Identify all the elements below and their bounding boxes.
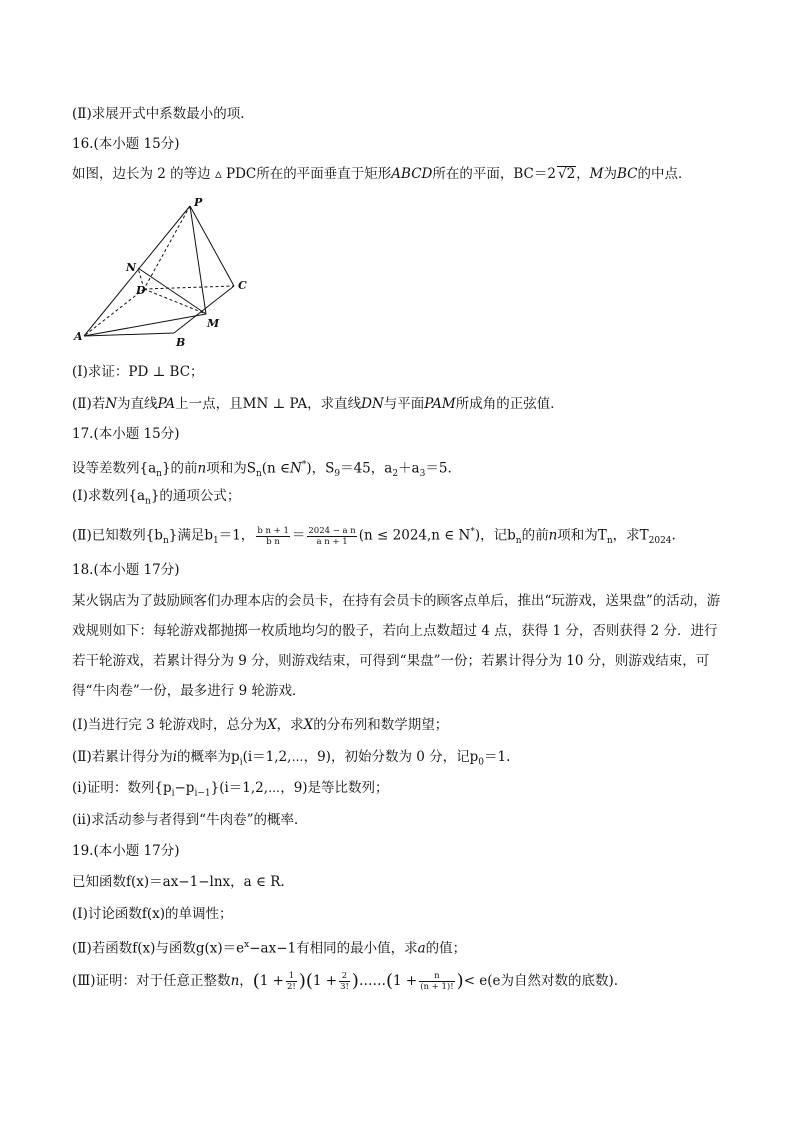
text: i−1 — [194, 788, 211, 799]
text: }的前 — [161, 460, 198, 477]
edge-da — [84, 289, 144, 336]
text: ABCD — [391, 166, 433, 182]
q18-heading: 18.(本小题 17分) — [72, 562, 180, 578]
text: )，记b — [474, 527, 516, 544]
text: n — [145, 496, 151, 507]
label-b: B — [176, 336, 186, 349]
paren: ) — [298, 970, 306, 992]
text: }的通项公式； — [150, 488, 241, 504]
text: 2024 — [648, 536, 672, 547]
text: }(i＝1,2,⋯，9)是等比数列； — [210, 780, 389, 796]
text: (n + 1)! — [420, 982, 454, 992]
q19-part1: (Ⅰ)讨论函数f(x)的单调性； — [72, 906, 233, 922]
text: 为 — [603, 166, 617, 182]
text: ，求 — [276, 717, 304, 733]
label-a: A — [74, 330, 83, 343]
text: 所成角的正弦值． — [455, 396, 564, 412]
text: (Ⅱ)若累计得分为 — [72, 749, 173, 765]
paren: ) — [351, 970, 359, 992]
text: )，S — [306, 460, 335, 477]
text: (ⅰ)证明：数列{p — [72, 780, 172, 796]
text: ＋a — [398, 460, 420, 477]
paren: ( — [385, 970, 393, 992]
text: 2024 − a n — [308, 525, 356, 536]
label-d: D — [136, 284, 146, 297]
text: x — [244, 940, 250, 950]
fraction — [419, 971, 454, 992]
q16-part1: (Ⅰ)求证：PD ⊥ BC； — [72, 364, 204, 380]
q19-part2 — [72, 935, 466, 959]
text: n — [255, 469, 262, 480]
text: ＝5. — [425, 460, 452, 477]
text: X — [267, 717, 277, 733]
text: 的分布列和数学期望； — [313, 717, 449, 733]
text: ＝ — [291, 527, 306, 544]
pyramid-figure — [68, 196, 268, 354]
text: n — [419, 971, 454, 982]
text: X — [303, 717, 314, 733]
text: 2 — [392, 469, 399, 480]
q17-part2 — [72, 522, 676, 551]
q17-part1 — [72, 486, 240, 512]
text: 项和为S — [206, 460, 256, 477]
q16-statement — [72, 164, 692, 184]
text: DN — [361, 396, 384, 412]
text: i — [172, 749, 178, 765]
text: 的中点． — [637, 166, 692, 182]
fraction — [256, 526, 290, 547]
text: ＝45，a — [340, 460, 393, 477]
text: 9 — [334, 469, 341, 480]
text: 的前 — [521, 527, 549, 544]
text: }满足b — [168, 527, 213, 544]
text: PA — [157, 396, 176, 412]
text: …… — [358, 973, 386, 989]
q15-part2: (Ⅱ)求展开式中系数最小的项． — [72, 106, 254, 122]
label-c: C — [238, 279, 247, 292]
text: < e(e为自然对数的底数). — [463, 973, 619, 989]
text: N — [290, 460, 302, 477]
q18-part2-ii: (ⅱ)求活动参与者得到“牛肉卷”的概率． — [72, 812, 308, 828]
edge-nm — [138, 268, 206, 314]
text: 所在的平面，BC＝2 — [432, 166, 556, 182]
text: 2! — [287, 982, 296, 992]
q16-part2 — [72, 394, 564, 414]
sqrt-symbol: √2 — [557, 166, 576, 182]
edge-am — [84, 314, 206, 336]
text: (n ∈ — [261, 460, 291, 477]
text: 的值； — [425, 940, 467, 957]
q17-statement — [72, 455, 452, 484]
text: a — [417, 940, 426, 957]
text: (Ⅲ)证明：对于任意正整数 — [72, 973, 231, 989]
text: n — [162, 536, 169, 547]
q19-part3 — [72, 968, 618, 995]
text: n — [230, 973, 240, 989]
text: 与平面 — [383, 396, 425, 412]
text: n — [515, 536, 522, 547]
text: i — [171, 788, 175, 799]
text: * — [470, 527, 475, 537]
q18-part1 — [72, 715, 448, 735]
text: (Ⅱ)已知数列{b — [72, 527, 163, 544]
text: 1 — [212, 536, 219, 547]
paren: ( — [305, 970, 313, 992]
q18-statement: 某火锅店为了鼓励顾客们办理本店的会员卡，在持有会员卡的顾客点单后，推出“玩游戏，送果盘”的活动，游戏规则如下：每轮游戏都抛掷一枚质地均匀的骰子，若向上点数超过 4 点，获得 1 分，否则获得 2 分．进行若干轮游戏，若累计得分为 9 分，则游戏结束，可得到“果盘”一份；若累计得分为 10 分，则游戏结束，可得“牛肉卷”一份，最多进行 9 轮游戏． — [72, 593, 721, 699]
text: b n — [266, 536, 280, 547]
edge-pa — [84, 206, 190, 336]
text: (Ⅱ)若 — [72, 396, 106, 412]
text: N — [105, 396, 118, 412]
text: 1 + — [392, 973, 418, 989]
text: 2 — [566, 166, 576, 182]
text: BC — [616, 166, 638, 182]
q19-statement: 已知函数f(x)＝ax−1−lnx，a ∈ R. — [72, 874, 285, 890]
q18-part2-i — [72, 778, 389, 804]
text: PAM — [424, 396, 456, 412]
text: n — [548, 527, 558, 544]
label-m: M — [207, 317, 220, 330]
edge-dc — [144, 286, 234, 289]
text: 项和为T — [557, 527, 607, 544]
paren: ) — [456, 970, 464, 992]
text: * — [301, 460, 307, 470]
text: 0 — [478, 757, 484, 768]
text: ＝1， — [218, 527, 255, 544]
text: ， — [239, 973, 253, 989]
q17-heading: 17.(本小题 15分) — [72, 426, 180, 442]
q19-heading: 19.(本小题 17分) — [72, 843, 180, 859]
text: 如图，边长为 2 的等边 ▵ PDC所在的平面垂直于矩形 — [72, 166, 392, 182]
text: ， — [576, 166, 590, 182]
text: n — [197, 460, 207, 477]
text: 1 — [286, 971, 297, 982]
text: (Ⅰ)求数列{a — [72, 488, 146, 504]
text: 1 + — [259, 973, 284, 989]
q16-heading: 16.(本小题 15分) — [72, 136, 180, 152]
text: (Ⅱ)若函数f(x)与函数g(x)＝e — [72, 940, 245, 957]
fraction — [286, 971, 297, 992]
text: 上一点，且MN ⊥ PA，求直线 — [175, 396, 362, 412]
text: ＝1. — [484, 749, 511, 765]
text: n — [156, 469, 162, 480]
text: 2 — [339, 971, 350, 982]
paren: ( — [252, 970, 260, 992]
text: b n + 1 — [257, 525, 289, 536]
text: . — [671, 527, 676, 544]
fraction — [339, 971, 350, 992]
text: 3 — [419, 469, 426, 480]
text: 3! — [340, 982, 349, 992]
text: (n ≤ 2024,n ∈ N — [358, 527, 471, 544]
text: 1 + — [312, 973, 338, 989]
text: −ax−1有相同的最小值，求 — [249, 940, 418, 957]
fraction — [307, 526, 356, 547]
text: 的概率为p — [177, 749, 240, 765]
edge-pc — [190, 206, 234, 286]
text: i — [239, 757, 243, 768]
label-n: N — [126, 261, 137, 274]
edge-pm — [190, 206, 206, 314]
edge-bc — [174, 286, 234, 333]
text: (Ⅰ)当进行完 3 轮游戏时，总分为 — [72, 717, 268, 733]
q18-part2 — [72, 747, 510, 773]
text: ，求T — [612, 527, 649, 544]
text: M — [589, 166, 604, 182]
text: 为直线 — [117, 396, 158, 412]
text: 设等差数列{a — [72, 460, 157, 477]
text: (i＝1,2,⋯，9)，初始分数为 0 分，记p — [242, 749, 479, 765]
label-p: P — [194, 196, 203, 209]
text: a n + 1 — [316, 536, 348, 547]
text: −p — [174, 780, 195, 796]
text: n — [606, 536, 613, 547]
